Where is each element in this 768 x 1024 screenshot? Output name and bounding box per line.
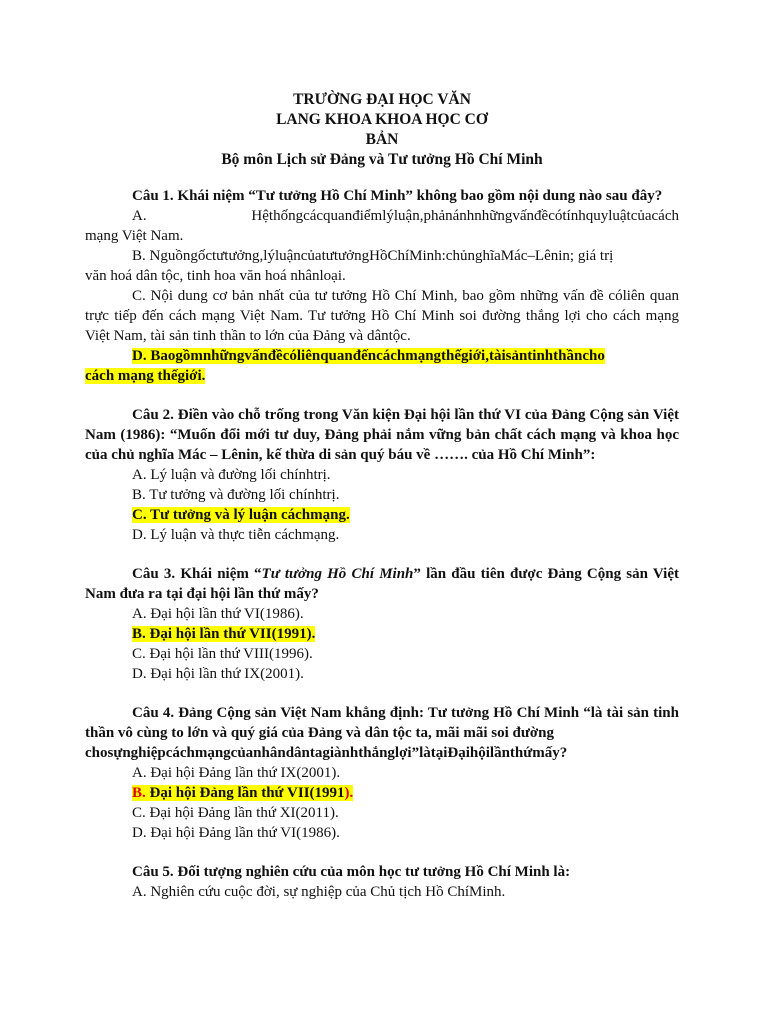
q4-answer-b-highlight xyxy=(132,785,353,801)
q3-question-post: ” lần đầu tiên được Đảng Cộng sản Việt Nam đưa ra tại đại hội lần thứ mấy? xyxy=(85,566,679,602)
q3-answer-a: A. Đại hội lần thứ VI(1986). xyxy=(132,606,304,622)
q3-answer-d: D. Đại hội lần thứ IX(2001). xyxy=(132,666,304,682)
q1-answer-a-line-1: A. Hệthốngcácquanđiểmlýluận,phảnánhnhữngvấnđềcótínhquyluậtcủacách xyxy=(132,208,679,224)
question-5: Câu 5. Đối tượng nghiên cứu của môn học tư tưởng Hồ Chí Minh là: xyxy=(132,864,571,880)
q4-answer-b-text: Đại hội Đảng lần thứ VII(1991 xyxy=(145,785,345,801)
q3-answer-b xyxy=(85,624,679,644)
q5-answer-a: A. Nghiên cứu cuộc đời, sự nghiệp của Chủ tịch Hồ ChíMinh. xyxy=(132,884,506,900)
q2-answer-a: A. Lý luận và đường lối chínhtrị. xyxy=(132,467,331,483)
q3-question-pre: Câu 3. Khái niệm “ xyxy=(132,566,262,582)
question-4-line-2: chosựnghiệpcáchmạngcủanhândântagiànhthắnglợi”làtạiĐạihộilầnthứmấy? xyxy=(85,745,568,761)
q1-answer-b-line-2: văn hoá dân tộc, tinh hoa văn hoá nhânloại. xyxy=(85,268,346,284)
q1-answer-d-highlight-2: cách mạng thếgiới. xyxy=(85,368,206,384)
question-4-line-1: Câu 4. Đảng Cộng sản Việt Nam khẳng định: Tư tưởng Hồ Chí Minh “là tài sản tinh thần vô cùng to lớn và quý giá của Đảng và dân tộc ta, mãi mãi soi đường xyxy=(85,705,679,741)
q4-answer-c: C. Đại hội Đảng lần thứ XI(2011). xyxy=(132,805,339,821)
q1-answer-d-line-1 xyxy=(85,346,679,366)
spacer xyxy=(85,843,679,862)
q4-answer-a: A. Đại hội Đảng lần thứ IX(2001). xyxy=(132,765,341,781)
q4-answer-d: D. Đại hội Đảng lần thứ VI(1986). xyxy=(132,825,340,841)
spacer xyxy=(85,386,679,405)
q3-answer-c: C. Đại hội lần thứ VIII(1996). xyxy=(132,646,313,662)
q3-answer-b-highlight: B. Đại hội lần thứ VII(1991). xyxy=(132,626,316,642)
spacer xyxy=(85,545,679,564)
q3-question-italic: Tư tưởng Hồ Chí Minh xyxy=(261,566,414,582)
q2-answer-d: D. Lý luận và thực tiễn cáchmạng. xyxy=(132,527,340,543)
q1-answer-c: C. Nội dung cơ bản nhất của tư tưởng Hồ Chí Minh, bao gồm những vấn đề cóliên quan trực tiếp đến cách mạng Việt Nam. Tư tưởng Hồ Chí Minh soi đường thắng lợi cho cách mạng Việt Nam, tài sản tinh thần to lớn của Đảng và dântộc. xyxy=(85,288,679,344)
school-name-line-3: BẢN xyxy=(365,131,399,148)
school-name-line-1: TRƯỜNG ĐẠI HỌC VĂN xyxy=(293,91,471,108)
q4-answer-b-letter: B. xyxy=(132,785,146,801)
document-page xyxy=(85,90,679,902)
spacer xyxy=(85,684,679,703)
school-name-line-2: LANG KHOA KHOA HỌC CƠ xyxy=(276,111,488,128)
q1-answer-b-line-1: B. Nguồngốctưtưởng,lýluậncủatưtưởngHồChíMinh:chủnghĩaMác–Lênin; giá trị xyxy=(132,248,614,264)
q1-answer-d-highlight-1: D. Baogồmnhữngvấnđềcóliênquanđếncáchmạngthếgiới,tàisảntinhthầncho xyxy=(132,348,605,364)
question-3 xyxy=(85,564,679,604)
q2-answer-b: B. Tư tưởng và đường lối chínhtrị. xyxy=(132,487,340,503)
document-header xyxy=(85,90,679,170)
q2-answer-c xyxy=(85,505,679,525)
q1-answer-a-line-2: mạng Việt Nam. xyxy=(85,228,184,244)
q4-answer-b-end: ). xyxy=(344,785,354,801)
question-2: Câu 2. Điền vào chỗ trống trong Văn kiện Đại hội lần thứ VI của Đảng Cộng sản Việt Nam (1986): “Muốn đổi mới tư duy, Đảng phải nắm vững bản chất cách mạng và khoa học của chủ nghĩa Mác – Lênin, kế thừa di sản quý báu về ……. của Hồ Chí Minh”: xyxy=(85,407,679,463)
q2-answer-c-highlight: C. Tư tưởng và lý luận cáchmạng. xyxy=(132,507,350,523)
q4-answer-b xyxy=(85,783,679,803)
department-name: Bộ môn Lịch sử Đảng và Tư tưởng Hồ Chí Minh xyxy=(221,151,543,168)
question-1: Câu 1. Khái niệm “Tư tưởng Hồ Chí Minh” không bao gồm nội dung nào sau đây? xyxy=(132,188,663,204)
q1-answer-d-line-2 xyxy=(85,366,679,386)
